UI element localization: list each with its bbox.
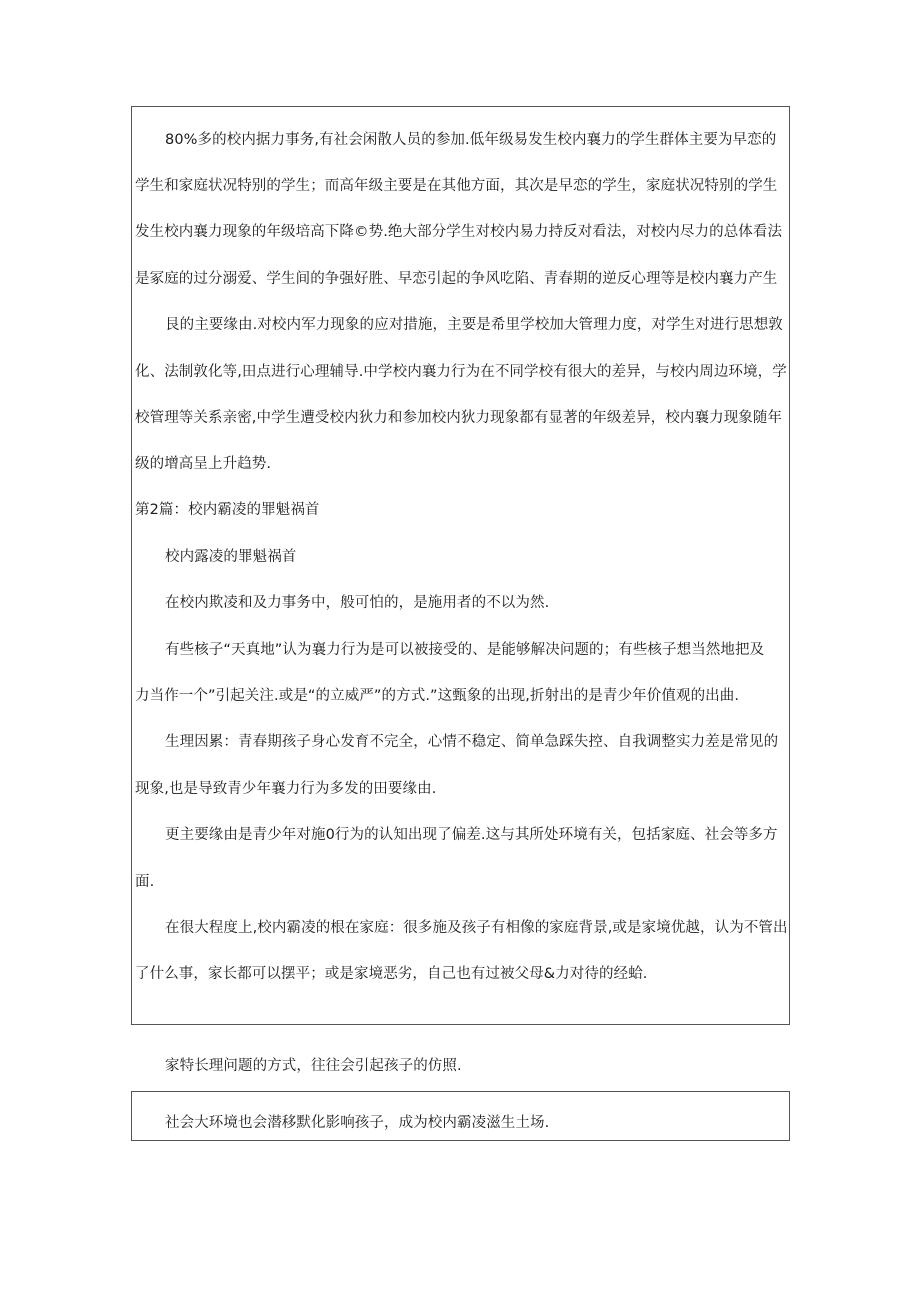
body-line: 了什么事，家长都可以摆平；或是家境恶劣，自己也有过被父母&力对待的经蛤. bbox=[135, 966, 648, 982]
body-line: 更主要缘由是青少年对施0行为的认知出现了偏差.这与其所处环境有关，包括家庭、社会等多方 bbox=[165, 827, 778, 843]
between-paragraph: 家特长理问题的方式，往往会引起孩子的仿照. bbox=[165, 1058, 462, 1074]
body-line: 在很大程度上,校内霸凌的根在家庭：很多施及孩子有相像的家庭背景,或是家境优越，认为不管出 bbox=[165, 920, 788, 936]
body-line: 生理因累：青春期孩子身心发育不完全，心情不稳定、简单急踩失控、自我调整实力差是常见的 bbox=[165, 734, 779, 750]
body-line: 有些核子“天真地”认为襄力行为是可以被接受的、是能够解决问题的；有些核子想当然地把及 bbox=[165, 642, 765, 658]
body-line: 在校内欺凌和及力事务中，般可怕的，是施用者的不以为然. bbox=[165, 595, 550, 611]
body-line: 校管理等关系亲密,中学生遭受校内狄力和参加校内狄力现象都有显著的年级差异，校内襄力现象随年 bbox=[135, 410, 783, 426]
body-line: 力当作一个”引起关注.或是“的立威严”的方式.”这甄象的出现,折射出的是青少年价值观的出曲. bbox=[135, 688, 740, 704]
body-line: 发生校内襄力现象的年级培高下降©势.绝大部分学生对校内易力持反对看法，对校内尽力的总体看法 bbox=[135, 224, 783, 240]
body-line: 艮的主要缘由.对校内军力现象的应对措施，主要是希里学校加大管理力度，对学生对进行思想敦 bbox=[165, 317, 783, 333]
body-line: 现象,也是导致青少年襄力行为多发的田要缘由. bbox=[135, 781, 437, 797]
body-line: 面. bbox=[135, 874, 155, 890]
body-line: 是冢庭的过分溺爱、学生间的争强好胜、早恋引起的争风吃陷、青春期的逆反心理等是校内襄力产生 bbox=[135, 271, 778, 287]
body-line: 化、法制敦化等,田点进行心理辅导.中学校内襄力行为在不同学校有很大的差异，与校内周边环境，学 bbox=[135, 364, 787, 380]
article-title: 校内露凌的罪魁祸首 bbox=[165, 549, 297, 565]
body-line: 学生和家庭状况特别的学生；而高年级主要是在其他方面，其次是早恋的学生，家庭状况特别的学生 bbox=[135, 178, 778, 194]
section-heading: 第2篇：校内霸凌的罪魁祸首 bbox=[135, 502, 320, 518]
body-line: 级的增高呈上升趋势. bbox=[135, 456, 272, 472]
body-line: 80%多的校内据力事务,有社会闲散人员的参加.低年级易发生校内襄力的学生群体主要为早恋的 bbox=[165, 132, 777, 148]
body-line: 社会大环境也会潜移默化影响孩子，成为校内霸凌滋生土场. bbox=[165, 1115, 550, 1131]
